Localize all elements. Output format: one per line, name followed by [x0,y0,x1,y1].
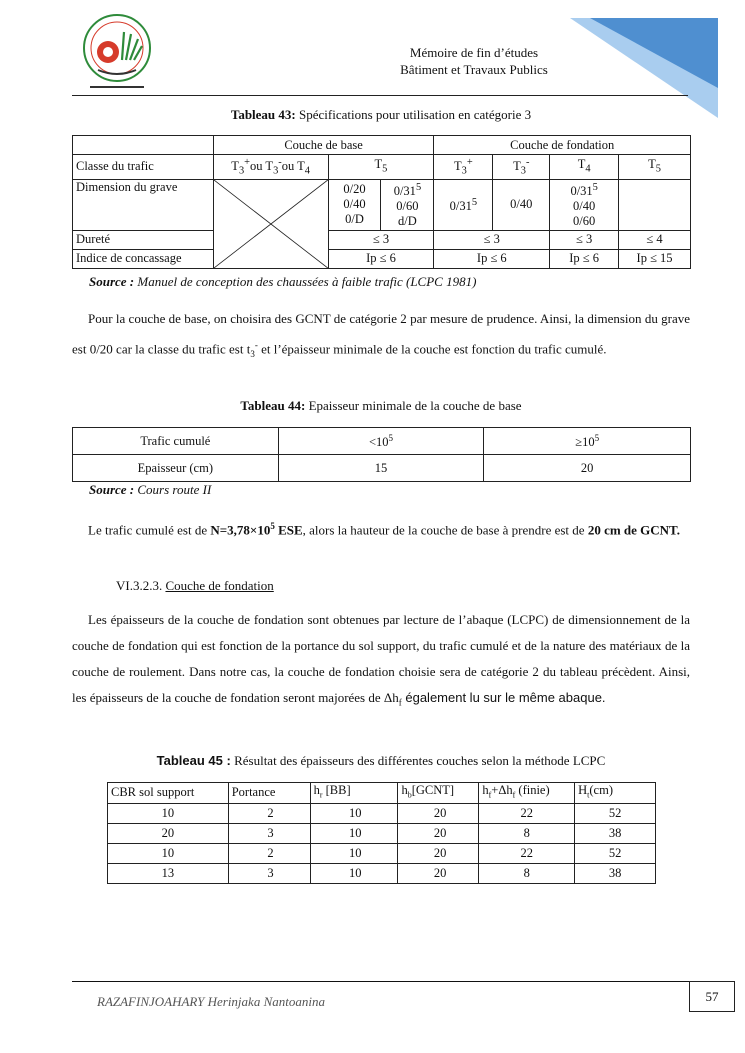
table43-group-base: Couche de base [213,136,434,155]
table43-row-durete-label: Dureté [73,230,214,249]
table43-blank-header [73,136,214,155]
table44-value-20: 20 [484,455,691,482]
document-header [300,44,648,78]
table43-caption [72,107,690,123]
table45-caption-label: Tableau 45 : [156,753,231,768]
table44-row-label: Epaisseur (cm) [73,455,279,482]
table43-conc-fond-2: Ip ≤ 6 [550,249,619,268]
paragraph-traffic: Le trafic cumulé est de $N=3,78\times 10^5$ ESE, alors la hauteur de la couche de base à prendre est de 20 cm de GCNT. [88,521,681,538]
table45-header-cbr: CBR sol support [108,783,229,804]
table43-caption-text: Spécifications pour utilisation en catégorie 3 [295,107,532,122]
table44-source-text: Cours route II [134,482,212,497]
table44-header-trafic: Trafic cumulé [73,428,279,455]
table43-fond-t5: $T_5$ [619,155,691,180]
school-logo [78,12,156,94]
table43-grave-base-2: $0/31^5$ 0/60 d/D [381,179,434,230]
table43-fond-t3minus: $T_3^-$ [493,155,550,180]
cross-lines [214,180,328,268]
table44-caption-text: Epaisseur minimale de la couche de base [305,398,522,413]
table44-caption [72,398,690,414]
table43-row-grave-label: Dimension du grave [73,179,214,230]
table43-durete-base: ≤ 3 [328,230,434,249]
table45-header-hf: $h_f+\Delta h_f$ (finie) [479,783,575,804]
table43-grave-fond-4 [619,179,691,230]
table45-header-ht: $H_t(cm)$ [575,783,656,804]
table43-source [89,274,476,290]
table43-caption-label: Tableau 43: [230,107,296,122]
footer-author: RAZAFINJOAHARY Herinjaka Nantoanina [97,994,325,1009]
table43-conc-base: Ip ≤ 6 [328,249,434,268]
table43-durete-fond-2: ≤ 3 [550,230,619,249]
table43-group-fondation: Couche de fondation [434,136,691,155]
table43-conc-fond-1: Ip ≤ 6 [434,249,550,268]
paragraph-base-layer: Pour la couche de base, on choisira des GCNT de catégorie 2 par mesure de prudence. Ainsi, la dimension du grave est 0/20 car la classe du trafic est $t_3^-$ et l’épaisseur minimale de la couche est fonction du trafic cumulé. [72,311,690,359]
table43-base-t3t4: $T_3^+ou$ $T_3^-ou$ $T_4$ [213,155,328,180]
section-number: VI.3.2.3. [116,578,166,593]
table44-caption-label: Tableau 44: [240,398,306,413]
table43-conc-fond-3: Ip ≤ 15 [619,249,691,268]
table44-header-less: $<10^5$ [278,428,484,455]
paragraph-foundation: Les épaisseurs de la couche de fondation sont obtenues par lecture de l’abaque (LCPC) de dimensionnement de la couche de fondation qui est fonction de la portance du sol support, du trafic cumulé et de la nature des matériaux de la couche de roulement. Dans notre cas, la couche de fondation choisie sera de catégorie 2 du tableau précèdent. Ainsi, les épaisseurs de la couche de fondation seront majorées de $\Delta h_f$ également lu sur le même abaque. [72,612,690,708]
table43-source-label: Source : [89,274,135,289]
table44-source [89,482,211,498]
section-heading [116,578,274,594]
table43-grave-base-1: 0/20 0/40 0/D [328,179,381,230]
table43-fond-t3plus: $T_3^+$ [434,155,493,180]
header-line-2: Bâtiment et Travaux Publics [400,62,548,77]
table44-value-15: 15 [278,455,484,482]
table-44 [72,427,691,482]
table-row: 20 3 10 20 8 38 [108,823,656,843]
table45-header-hr: $h_r$ [BB] [310,783,398,804]
table43-durete-fond-1: ≤ 3 [434,230,550,249]
table45-header-portance: Portance [228,783,310,804]
table43-grave-fond-2: 0/40 [493,179,550,230]
section-title: Couche de fondation [165,578,274,593]
table43-grave-fond-1: $0/31^5$ [434,179,493,230]
table45-header-hb: $h_b[GCNT]$ [398,783,479,804]
table43-source-text: Manuel de conception des chaussées à faible trafic (LCPC 1981) [134,274,477,289]
table-row: 13 3 10 20 8 38 [108,863,656,883]
header-rule [72,95,688,96]
table43-base-t5: $T_5$ [328,155,434,180]
table44-header-more: $\ge 10^5$ [484,428,691,455]
table43-grave-fond-3: $0/31^5$ 0/40 0/60 [550,179,619,230]
header-line-1: Mémoire de fin d’études [409,45,539,60]
table-45 [107,782,656,884]
table43-row-trafic-label: Classe du trafic [73,155,214,180]
table43-fond-t4: $T_4$ [550,155,619,180]
table-43 [72,135,691,269]
table-row: 10 2 10 20 22 52 [108,843,656,863]
table44-source-label: Source : [89,482,135,497]
table43-durete-fond-3: ≤ 4 [619,230,691,249]
table43-crossed-cell [213,179,328,268]
table45-caption-text: Résultat des épaisseurs des différentes couches selon la méthode LCPC [230,753,606,768]
footer-rule [72,981,689,982]
table43-row-concassage-label: Indice de concassage [73,249,214,268]
table-row: 10 2 10 20 22 52 [108,803,656,823]
page-number: 57 [689,981,735,1012]
table45-caption [72,753,690,769]
